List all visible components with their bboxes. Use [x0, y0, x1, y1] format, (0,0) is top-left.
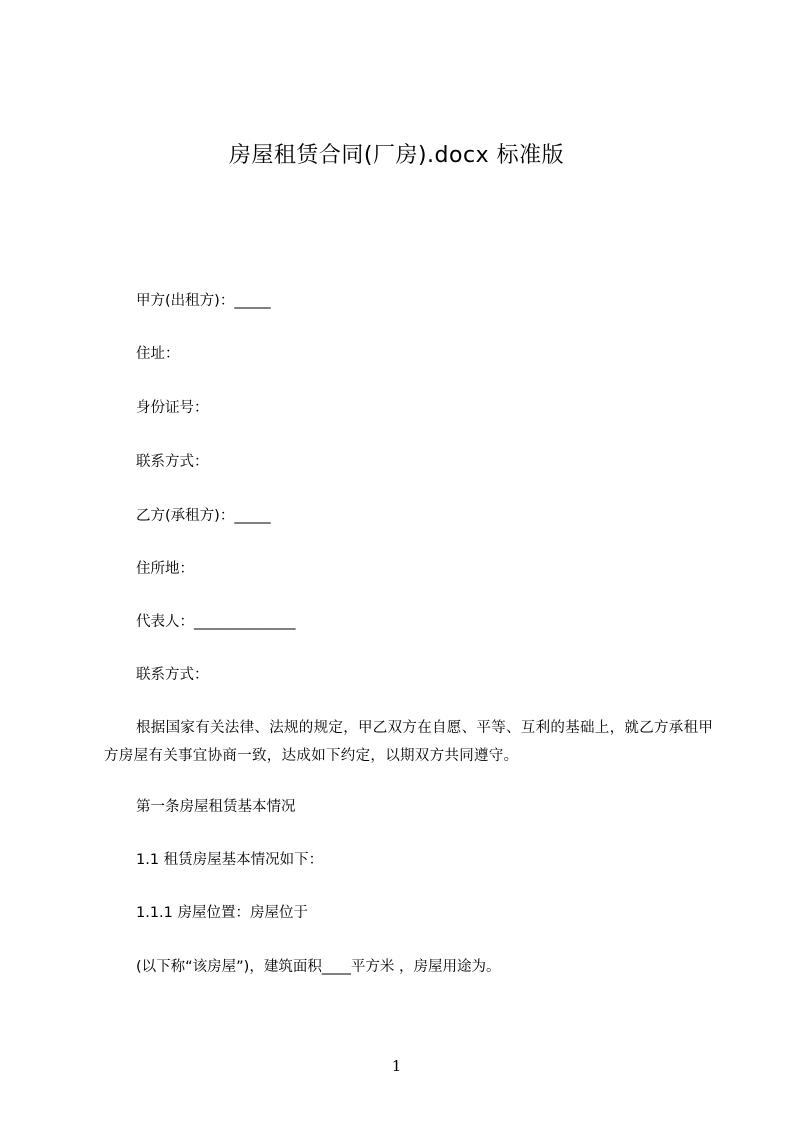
page-number: 1 — [391, 1057, 402, 1075]
clause-1-1-1: 1.1.1 房屋位置：房屋位于 — [136, 905, 309, 921]
clause-1-1: 1.1 租赁房屋基本情况如下： — [136, 852, 324, 868]
contact-a-field: 联系方式： — [136, 454, 209, 470]
representative-field: 代表人：______________ — [136, 614, 296, 630]
clause-1-1-1-continuation: (以下称“该房屋”)，建筑面积____平方米 ，房屋用途为。 — [136, 959, 501, 975]
intro-paragraph: 根据国家有关法律、法规的规定，甲乙双方在自愿、平等、互利的基础上，就乙方承租甲方房屋有关事宜协商一致，达成如下约定，以期双方共同遵守。 — [104, 720, 714, 764]
residence-field: 住所地： — [136, 561, 194, 577]
party-a-field: 甲方(出租方)：_____ — [136, 293, 271, 309]
party-b-field: 乙方(承租方)：_____ — [136, 508, 271, 524]
contact-b-field: 联系方式： — [136, 667, 209, 683]
document-title: 房屋租赁合同(厂房).docx 标准版 — [228, 143, 565, 168]
id-number-field: 身份证号： — [136, 400, 209, 416]
address-field: 住址： — [136, 346, 180, 362]
article-1-heading: 第一条房屋租赁基本情况 — [136, 799, 296, 815]
